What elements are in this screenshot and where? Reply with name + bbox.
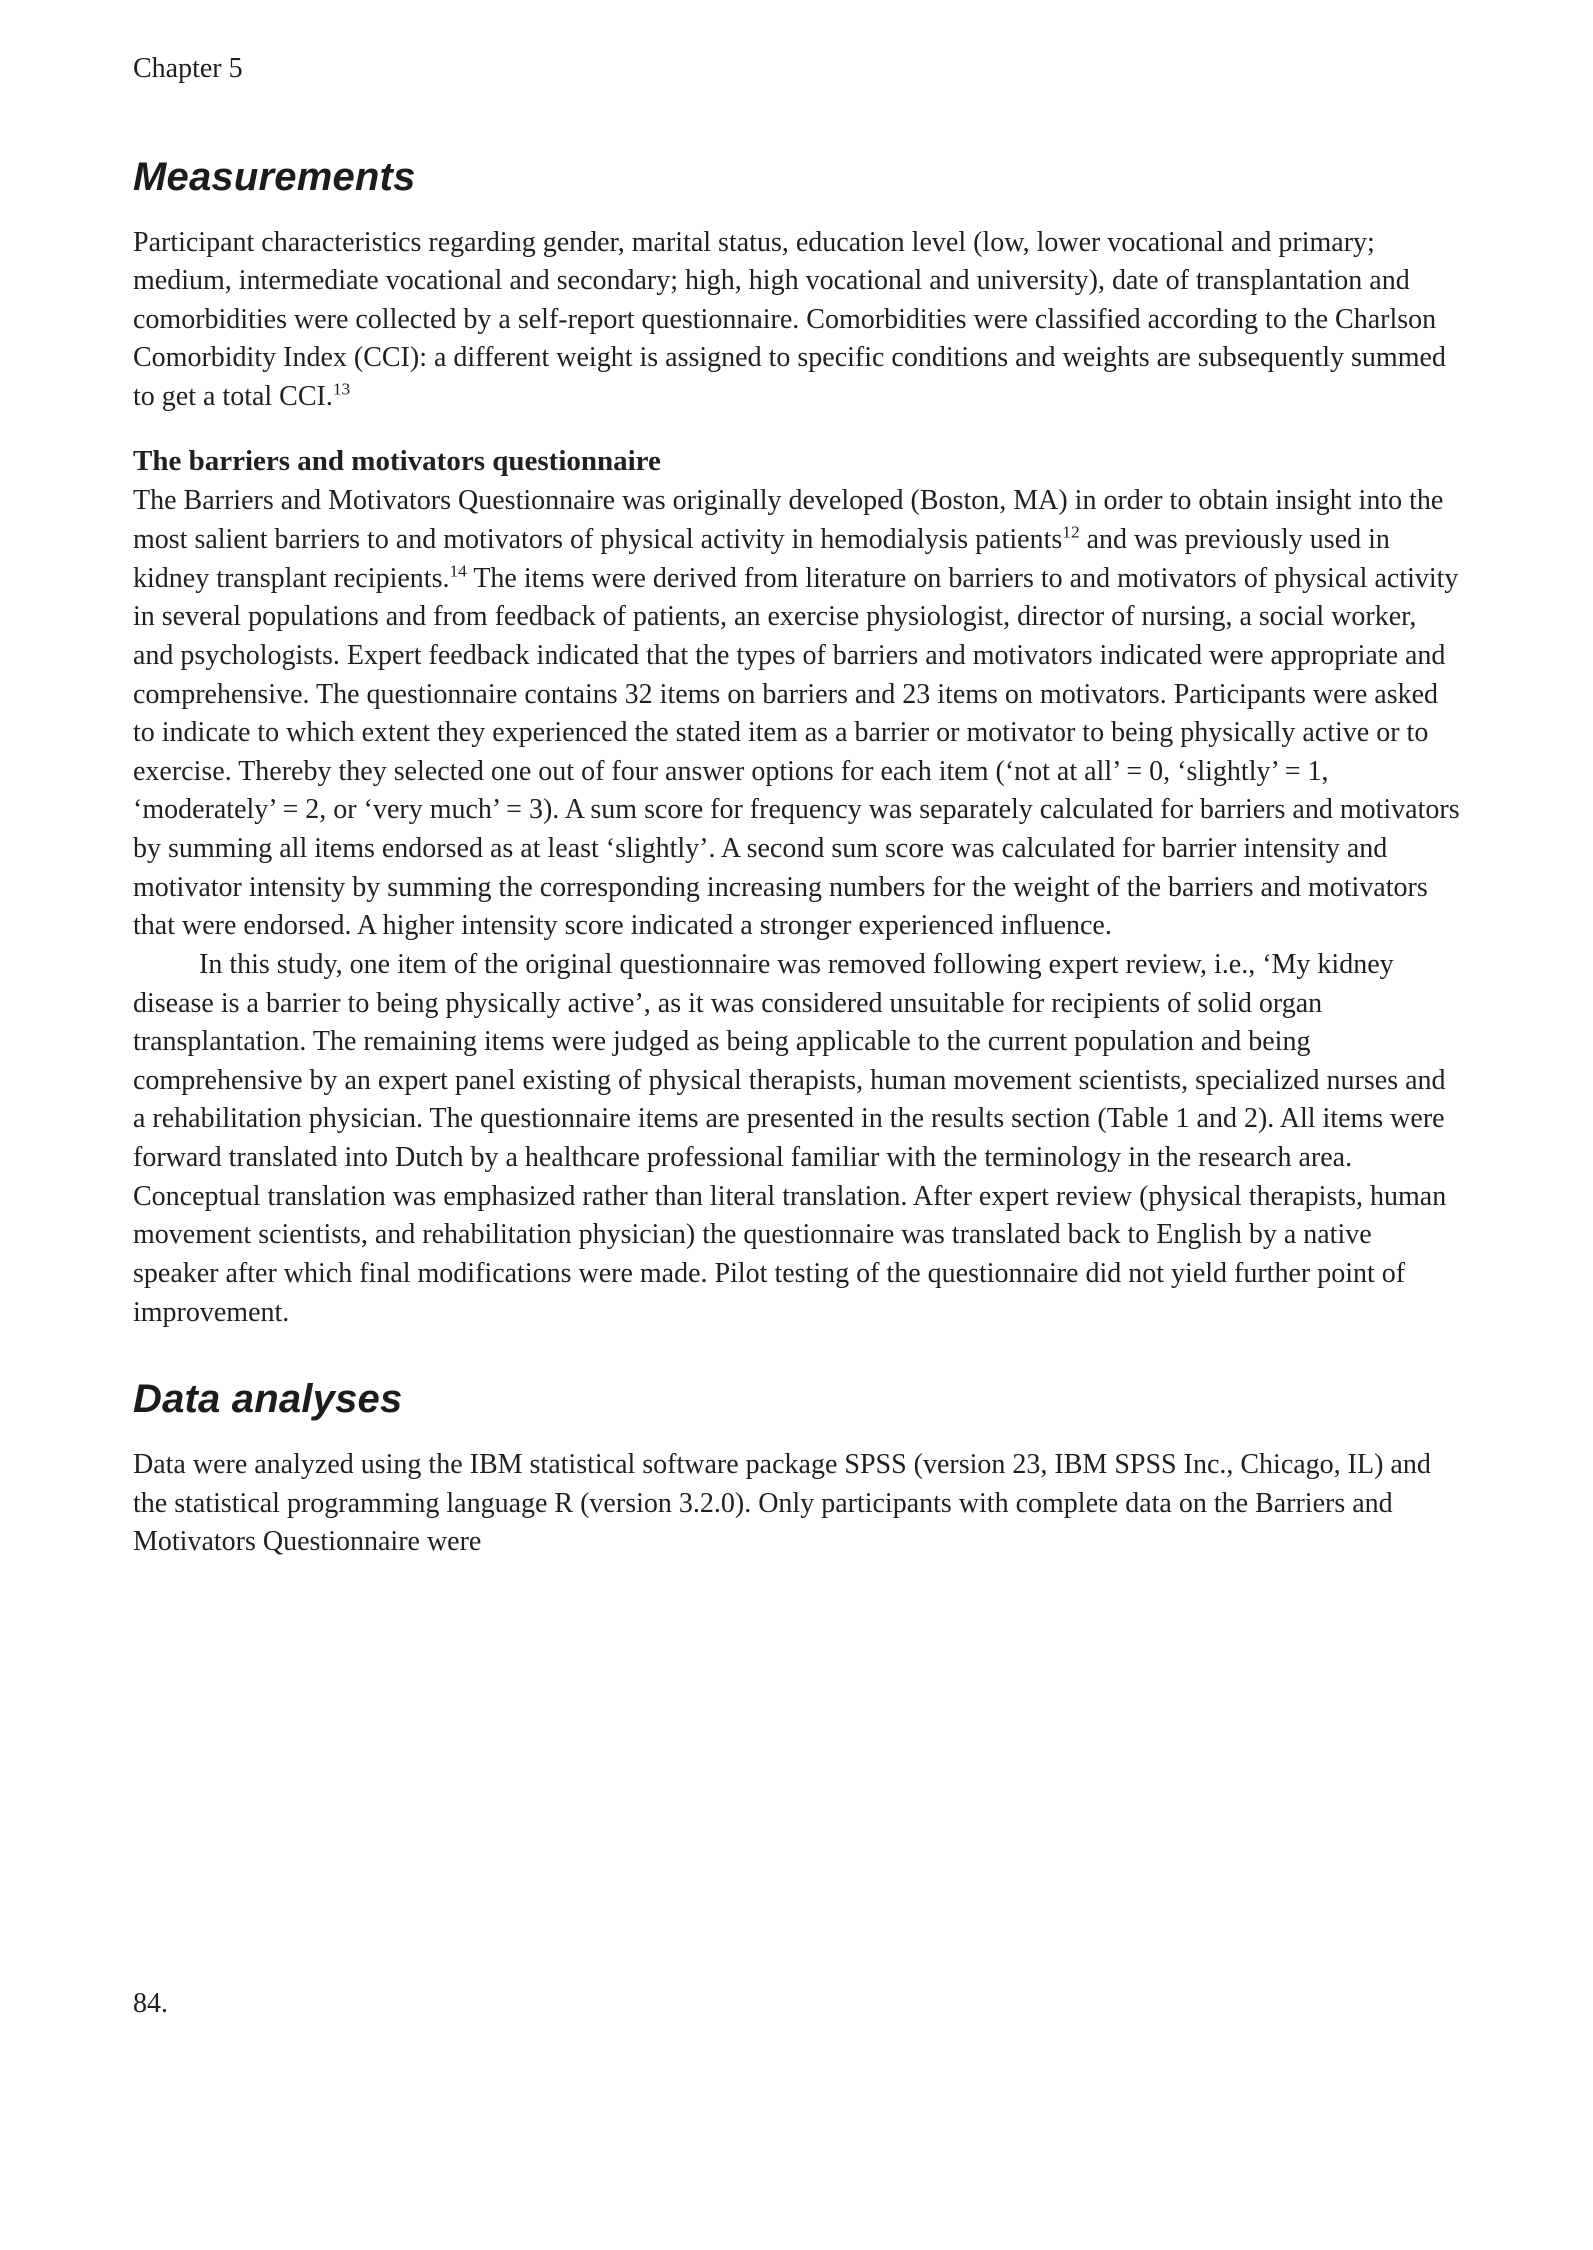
footnote-ref-14: 14 (449, 561, 467, 581)
paragraph-barriers-2: In this study, one item of the original questionnaire was removed following expert review, i.e., ‘My kidney disease is a barrier to being physically active’, as it was considered unsuitable for recipients of solid organ transplantation. The remaining items were judged as being applicable to the current population and being comprehensive by an expert panel existing of physical therapists, human movement scientists, specialized nurses and a rehabilitation physician. The questionnaire items are presented in the results section (Table 1 and 2). All items were forward translated into Dutch by a healthcare professional familiar with the terminology in the research area. Conceptual translation was emphasized rather than literal translation. After expert review (physical therapists, human movement scientists, and rehabilitation physician) the questionnaire was translated back to English by a native speaker after which final modifications were made. Pilot testing of the questionnaire did not yield further point of improvement. (133, 948, 1447, 1328)
section-heading-measurements: Measurements (133, 154, 416, 199)
paragraph-text-run: The items were derived from literature on barriers to and motivators of physical activity in several populations and from feedback of patients, an exercise physiologist, director of nursing, a social worker, and psychologists. Expert feedback indicated that the types of barriers and motivators indicated were appropriate and comprehensive. The questionnaire contains 32 items on barriers and 23 items on motivators. Participants were asked to indicate to which extent they experienced the stated item as a barrier or motivator to being physically active or to exercise. Thereby they selected one out of four answer options for each item (‘not at all’ = 0, ‘slightly’ = 1, ‘moderately’ = 2, or ‘very much’ = 3). A sum score for frequency was separately calculated for barriers and motivators by summing all items endorsed as at least ‘slightly’. A second sum score was calculated for barrier intensity and motivator intensity by summing the corresponding increasing numbers for the weight of the barriers and motivators that were endorsed. A higher intensity score indicated a stronger experienced influence. (133, 562, 1460, 942)
paragraph-data-analyses: Data were analyzed using the IBM statistical software package SPSS (version 23, IBM SPSS Inc., Chicago, IL) and the statistical programming language R (version 3.2.0). Only participants with complete data on the Barriers and Motivators Questionnaire were (133, 1449, 1431, 1558)
footnote-ref-13: 13 (332, 379, 351, 399)
paragraph-text-run: and was previously used in kidney transplant recipients. (133, 524, 1390, 594)
footnote-ref-12: 12 (1062, 522, 1080, 542)
section-heading-data-analyses: Data analyses (133, 1377, 403, 1422)
paragraph-barriers-1 (133, 482, 1463, 946)
paragraph-text-run: Participant characteristics regarding gender, marital status, education level (low, lower vocational and primary; medium, intermediate vocational and secondary; high, high vocational and university), date of transplantation and comorbidities were collected by a self-report questionnaire. Comorbidities were classified according to the Charlson Comorbidity Index (CCI): a different weight is assigned to specific conditions and weights are subsequently summed to get a total CCI. (133, 226, 1446, 413)
paragraph-measurements (133, 224, 1463, 417)
subsection-heading-barriers-questionnaire: The barriers and motivators questionnaire (133, 444, 661, 477)
paragraph-text-run: The Barriers and Motivators Questionnaire was originally developed (Boston, MA) in order to obtain insight into the most salient barriers to and motivators of physical activity in hemodialysis patients (133, 485, 1444, 556)
page-number: 84. (133, 1988, 168, 2019)
chapter-label: Chapter 5 (133, 53, 243, 84)
